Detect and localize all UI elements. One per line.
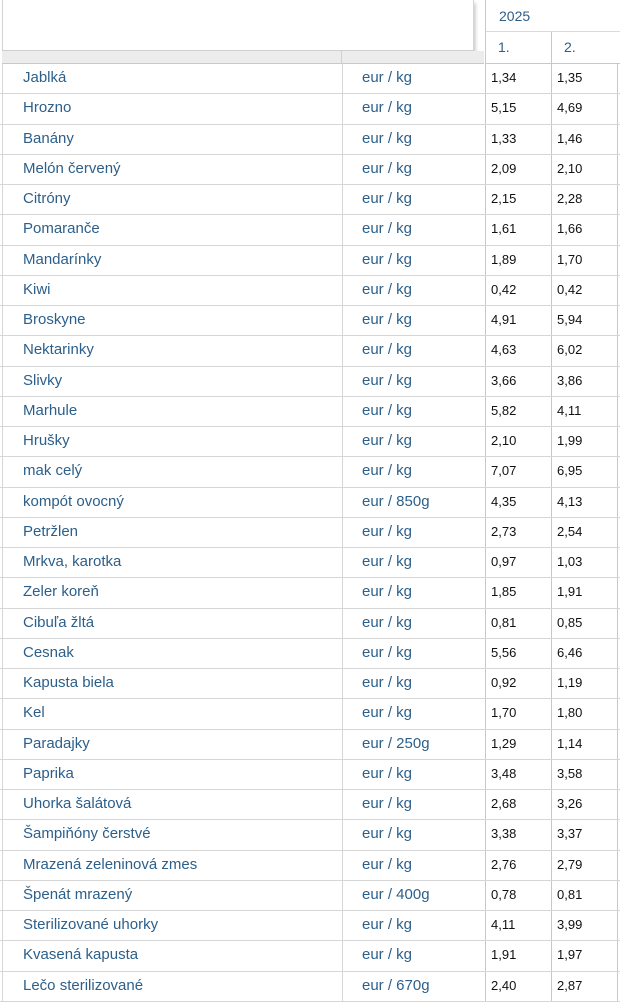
row-value-month-1: 2,68 (485, 790, 551, 819)
row-value-month-2: 1,97 (551, 941, 617, 970)
row-value-month-1: 2,10 (485, 427, 551, 456)
row-name[interactable]: Melón červený (2, 155, 342, 184)
row-name[interactable]: Petržlen (2, 518, 342, 547)
row-value-month-1: 1,91 (485, 941, 551, 970)
row-unit: eur / kg (342, 64, 485, 93)
row-name[interactable]: Paprika (2, 760, 342, 789)
row-name[interactable]: Kvasená kapusta (2, 941, 342, 970)
row-value-month-1: 0,97 (485, 548, 551, 577)
row-value-month-1: 2,15 (485, 185, 551, 214)
row-value-month-2: 6,02 (551, 336, 617, 365)
row-value-month-1: 1,85 (485, 578, 551, 607)
row-value-month-1: 5,15 (485, 94, 551, 123)
row-value-month-1: 5,82 (485, 397, 551, 426)
row-value-month-1: 0,42 (485, 276, 551, 305)
table-row (0, 488, 620, 518)
row-unit: eur / kg (342, 457, 485, 486)
row-name[interactable]: Nektarinky (2, 336, 342, 365)
row-name[interactable]: Špenát mrazený (2, 881, 342, 910)
row-name[interactable]: Mandarínky (2, 246, 342, 275)
row-name[interactable]: Uhorka šalátová (2, 790, 342, 819)
row-value-month-1: 5,56 (485, 639, 551, 668)
row-name[interactable]: Pomaranče (2, 215, 342, 244)
row-value-month-1: 1,34 (485, 64, 551, 93)
table-row (0, 881, 620, 911)
row-value-month-2: 1,19 (551, 669, 617, 698)
row-value-month-2: 6,95 (551, 457, 617, 486)
row-value-month-2: 0,81 (551, 881, 617, 910)
row-value-month-1: 1,29 (485, 730, 551, 759)
row-unit: eur / kg (342, 94, 485, 123)
table-row (0, 669, 620, 699)
row-name[interactable]: Paradajky (2, 730, 342, 759)
row-name[interactable]: mak celý (2, 457, 342, 486)
row-unit: eur / kg (342, 427, 485, 456)
row-unit: eur / kg (342, 367, 485, 396)
row-unit: eur / 250g (342, 730, 485, 759)
table-row (0, 699, 620, 729)
row-name[interactable]: Kapusta biela (2, 669, 342, 698)
table-row (0, 64, 620, 94)
row-value-month-1: 2,73 (485, 518, 551, 547)
row-name[interactable]: Marhule (2, 397, 342, 426)
row-value-month-2: 1,66 (551, 215, 617, 244)
row-value-month-2: 2,28 (551, 185, 617, 214)
table-row (0, 155, 620, 185)
row-value-month-1: 4,35 (485, 488, 551, 517)
table-row (0, 336, 620, 366)
table-row (0, 215, 620, 245)
row-value-month-2: 1,70 (551, 246, 617, 275)
row-value-month-2: 4,11 (551, 397, 617, 426)
row-unit: eur / kg (342, 548, 485, 577)
row-value-month-2: 5,94 (551, 306, 617, 335)
table-row (0, 246, 620, 276)
row-value-month-1: 0,78 (485, 881, 551, 910)
row-name[interactable]: Hrozno (2, 94, 342, 123)
row-value-month-2: 1,80 (551, 699, 617, 728)
row-value-month-2: 0,42 (551, 276, 617, 305)
row-unit: eur / kg (342, 820, 485, 849)
header-divider (341, 51, 342, 64)
row-value-month-2: 2,54 (551, 518, 617, 547)
row-unit: eur / 400g (342, 881, 485, 910)
row-value-month-2: 1,46 (551, 125, 617, 154)
table-row (0, 972, 620, 1002)
row-value-month-1: 1,61 (485, 215, 551, 244)
row-name[interactable]: Banány (2, 125, 342, 154)
row-value-month-1: 1,33 (485, 125, 551, 154)
row-value-month-1: 7,07 (485, 457, 551, 486)
row-unit: eur / kg (342, 336, 485, 365)
row-unit: eur / 850g (342, 488, 485, 517)
row-name[interactable]: Broskyne (2, 306, 342, 335)
row-value-month-1: 4,11 (485, 911, 551, 940)
row-unit: eur / kg (342, 215, 485, 244)
row-value-month-1: 1,70 (485, 699, 551, 728)
table-row (0, 820, 620, 850)
table-row (0, 457, 620, 487)
row-value-month-1: 2,09 (485, 155, 551, 184)
row-value-month-2: 3,86 (551, 367, 617, 396)
table-body (0, 64, 620, 1002)
row-value-month-2: 3,99 (551, 911, 617, 940)
row-unit: eur / kg (342, 639, 485, 668)
row-name[interactable]: Jablká (2, 64, 342, 93)
table-row (0, 941, 620, 971)
table-row (0, 367, 620, 397)
row-unit: eur / kg (342, 125, 485, 154)
table-row (0, 185, 620, 215)
table-row (0, 397, 620, 427)
row-name[interactable]: Kel (2, 699, 342, 728)
table-row (0, 851, 620, 881)
row-name[interactable]: Sterilizované uhorky (2, 911, 342, 940)
table-row (0, 276, 620, 306)
row-name[interactable]: Mrazená zeleninová zmes (2, 851, 342, 880)
table-row (0, 518, 620, 548)
row-unit: eur / kg (342, 155, 485, 184)
row-unit: eur / kg (342, 306, 485, 335)
table-header (0, 0, 620, 64)
row-name[interactable]: Šampiňóny čerstvé (2, 820, 342, 849)
row-name[interactable]: Cibuľa žltá (2, 609, 342, 638)
row-value-month-2: 3,26 (551, 790, 617, 819)
row-unit: eur / kg (342, 185, 485, 214)
table-row (0, 94, 620, 124)
row-value-month-2: 3,37 (551, 820, 617, 849)
row-value-month-2: 6,46 (551, 639, 617, 668)
row-value-month-2: 4,69 (551, 94, 617, 123)
row-value-month-1: 3,38 (485, 820, 551, 849)
row-unit: eur / kg (342, 760, 485, 789)
row-name[interactable]: Citróny (2, 185, 342, 214)
table-row (0, 306, 620, 336)
row-name[interactable]: Lečo sterilizované (2, 972, 342, 1001)
row-name[interactable]: Slivky (2, 367, 342, 396)
row-unit: eur / kg (342, 699, 485, 728)
header-corner (2, 0, 474, 51)
row-name[interactable]: Zeler koreň (2, 578, 342, 607)
row-unit: eur / kg (342, 911, 485, 940)
row-unit: eur / kg (342, 851, 485, 880)
row-value-month-2: 1,35 (551, 64, 617, 93)
row-unit: eur / kg (342, 518, 485, 547)
table-row (0, 427, 620, 457)
row-unit: eur / kg (342, 790, 485, 819)
row-unit: eur / kg (342, 246, 485, 275)
row-unit: eur / kg (342, 578, 485, 607)
row-value-month-1: 2,40 (485, 972, 551, 1001)
row-value-month-1: 4,63 (485, 336, 551, 365)
year-header[interactable]: 2025 (485, 0, 620, 32)
row-name[interactable]: Cesnak (2, 639, 342, 668)
row-unit: eur / kg (342, 397, 485, 426)
row-value-month-2: 0,85 (551, 609, 617, 638)
row-unit: eur / kg (342, 609, 485, 638)
row-value-month-1: 1,89 (485, 246, 551, 275)
row-value-month-2: 2,10 (551, 155, 617, 184)
row-value-month-2: 1,99 (551, 427, 617, 456)
table-row (0, 730, 620, 760)
row-value-month-2: 4,13 (551, 488, 617, 517)
table-row (0, 609, 620, 639)
table-row (0, 578, 620, 608)
row-value-month-1: 3,66 (485, 367, 551, 396)
row-value-month-2: 3,58 (551, 760, 617, 789)
row-unit: eur / 670g (342, 972, 485, 1001)
row-value-month-1: 4,91 (485, 306, 551, 335)
row-value-month-2: 2,87 (551, 972, 617, 1001)
row-value-month-1: 0,92 (485, 669, 551, 698)
table-row (0, 760, 620, 790)
row-name[interactable]: Mrkva, karotka (2, 548, 342, 577)
row-name[interactable]: Kiwi (2, 276, 342, 305)
table-row (0, 639, 620, 669)
month-header-2[interactable]: 2. (551, 32, 620, 64)
row-name[interactable]: kompót ovocný (2, 488, 342, 517)
table-row (0, 548, 620, 578)
row-value-month-1: 0,81 (485, 609, 551, 638)
row-value-month-2: 1,03 (551, 548, 617, 577)
header-corner-strip (2, 51, 484, 64)
row-unit: eur / kg (342, 276, 485, 305)
row-value-month-2: 1,14 (551, 730, 617, 759)
table-row (0, 911, 620, 941)
row-unit: eur / kg (342, 941, 485, 970)
table-row (0, 125, 620, 155)
row-unit: eur / kg (342, 669, 485, 698)
month-header-1[interactable]: 1. (485, 32, 551, 64)
row-value-month-1: 2,76 (485, 851, 551, 880)
row-value-month-2: 1,91 (551, 578, 617, 607)
row-value-month-2: 2,79 (551, 851, 617, 880)
row-name[interactable]: Hrušky (2, 427, 342, 456)
row-value-month-1: 3,48 (485, 760, 551, 789)
table-row (0, 790, 620, 820)
